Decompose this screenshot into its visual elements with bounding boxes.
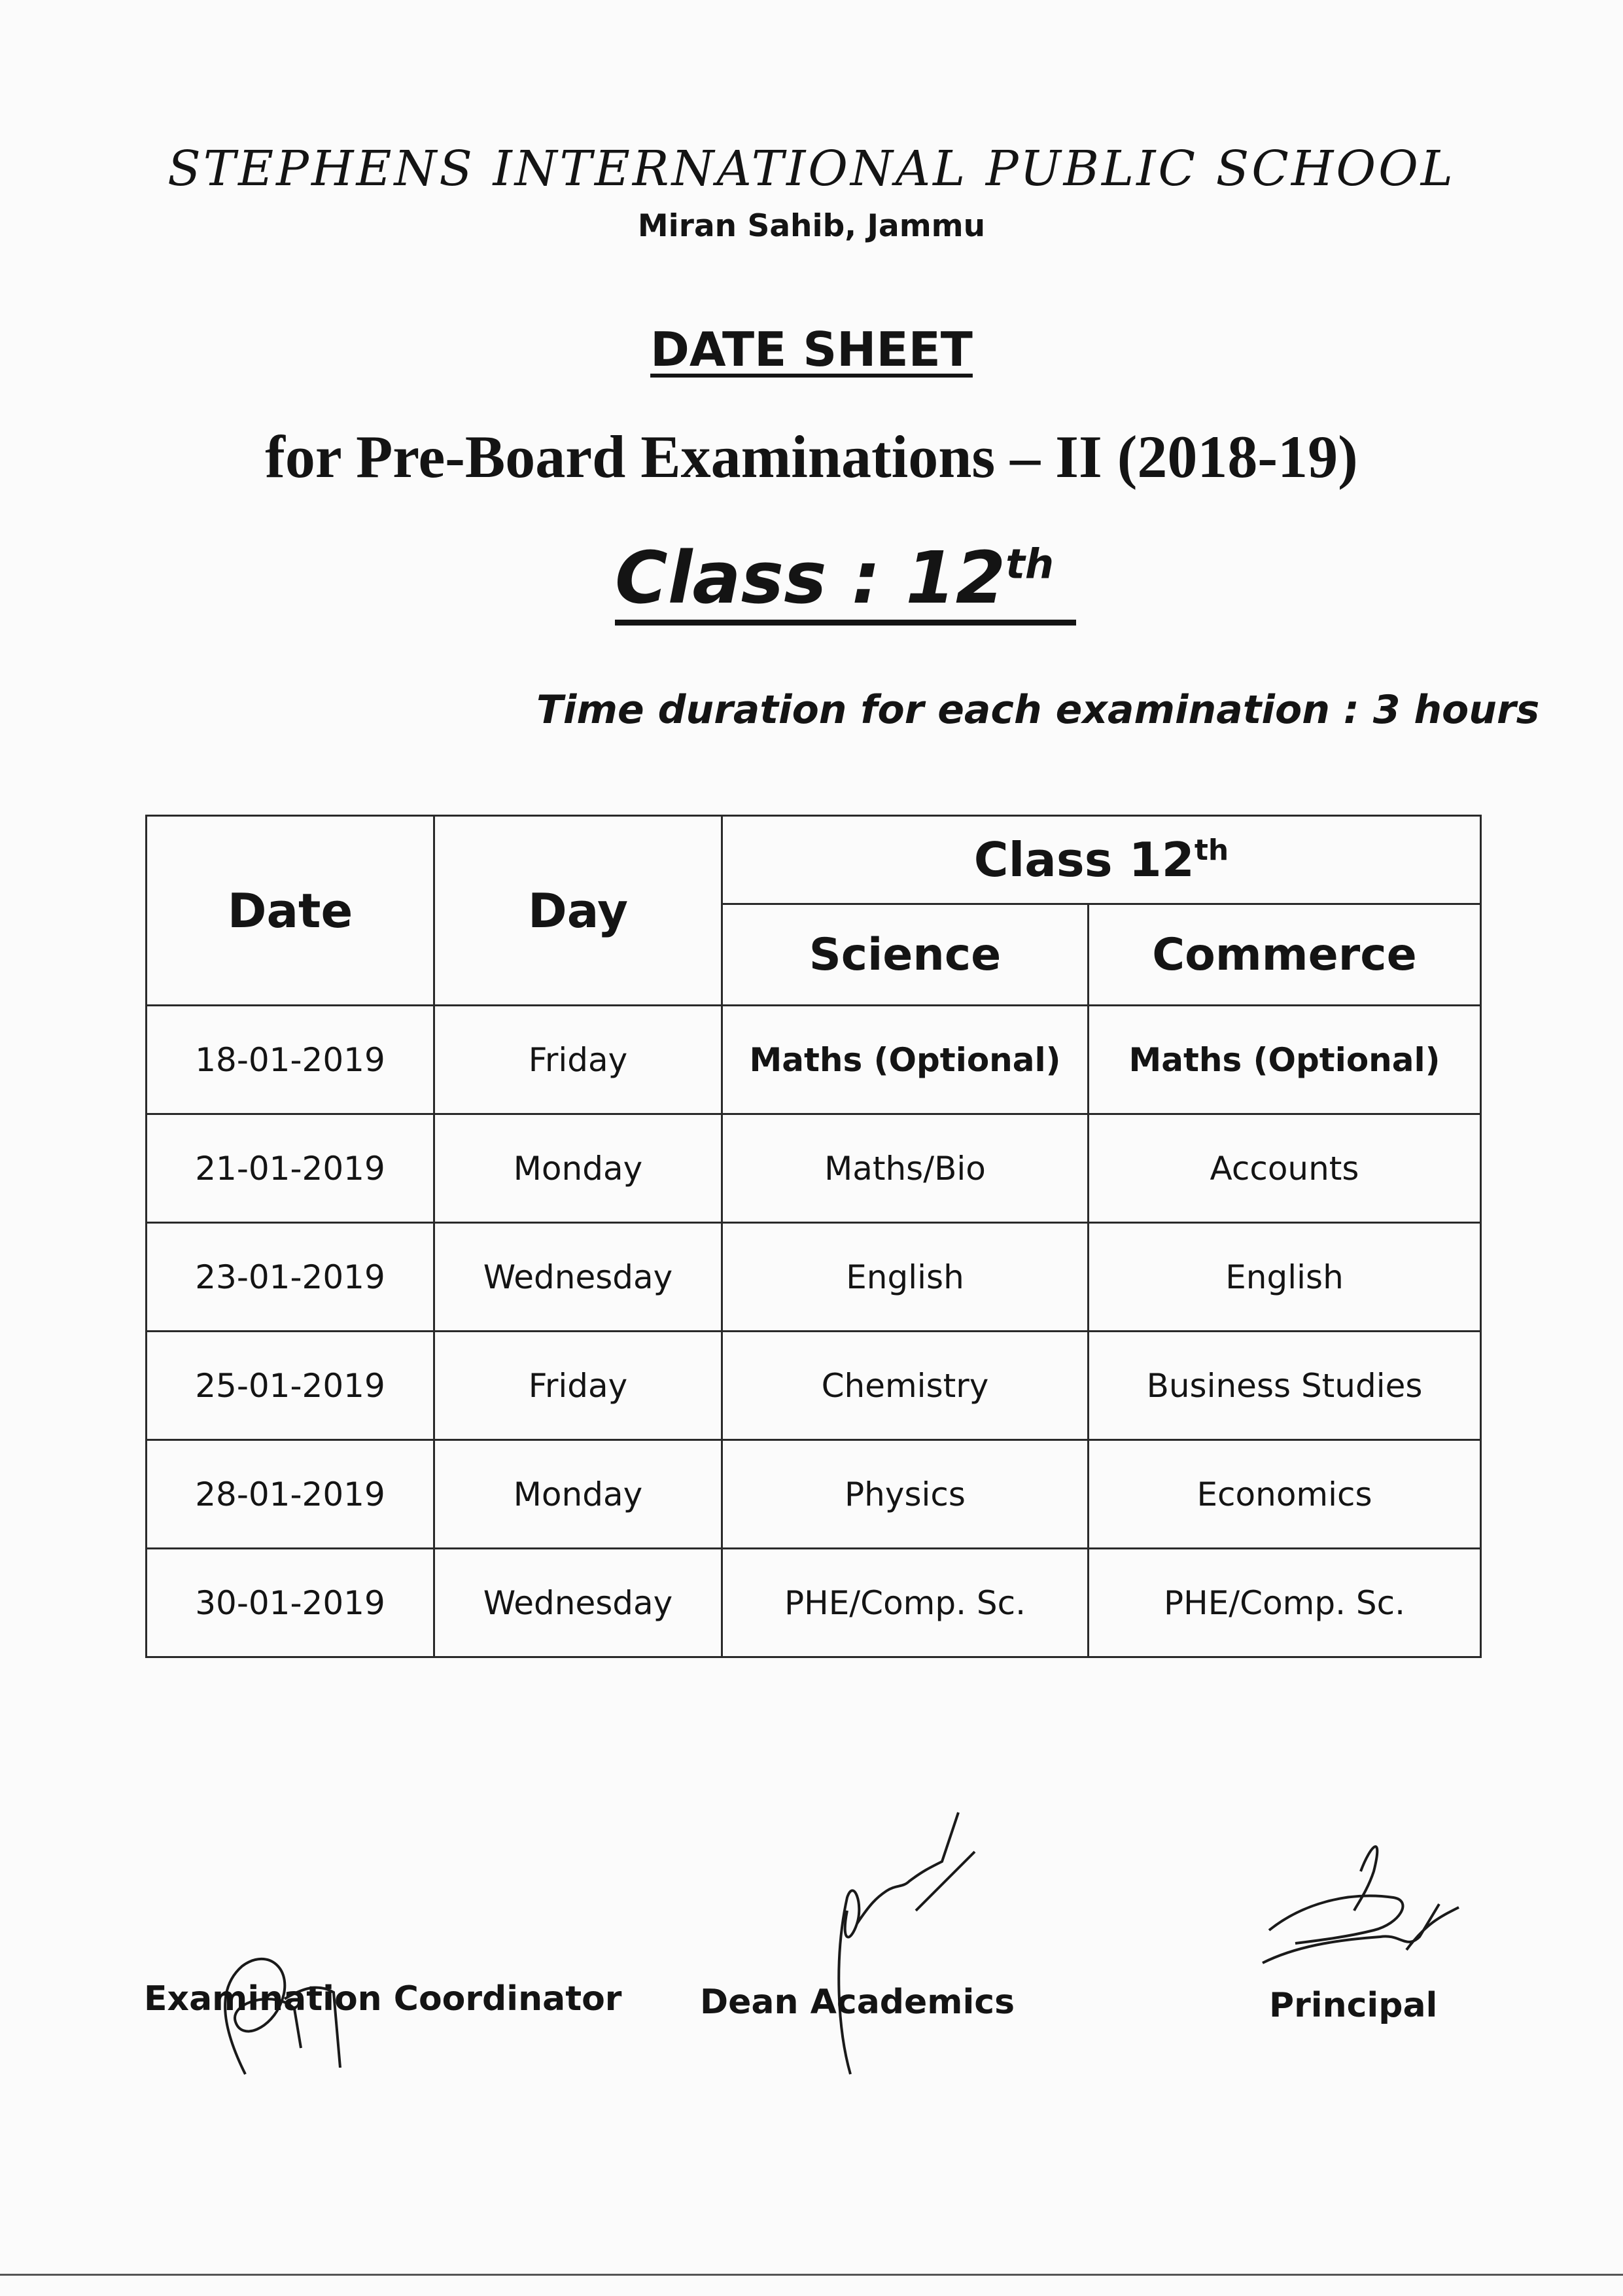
principal-signature-icon [1243, 1793, 1518, 2081]
coordinator-label: Examination Coordinator [144, 1979, 622, 2019]
date-sheet-table [145, 815, 1482, 1658]
cell-commerce: Economics [1089, 1440, 1481, 1549]
cell-date: 23-01-2019 [147, 1223, 434, 1332]
cell-date: 25-01-2019 [147, 1332, 434, 1440]
page-bottom-rule [0, 2274, 1623, 2276]
cell-commerce: PHE/Comp. Sc. [1089, 1549, 1481, 1657]
signature-block-dean [700, 1793, 1040, 2081]
class-suffix: th [1005, 540, 1055, 588]
cell-commerce: Business Studies [1089, 1332, 1481, 1440]
cell-science: English [722, 1223, 1089, 1332]
class-label: Class : 12 [615, 536, 1006, 620]
table-row [147, 1114, 1481, 1223]
header-class-group [722, 816, 1481, 904]
cell-day: Monday [434, 1440, 722, 1549]
document-title-text: DATE SHEET [650, 322, 973, 377]
signature-block-principal [1243, 1793, 1518, 2081]
class-heading [615, 537, 1076, 626]
cell-science: Maths (Optional) [722, 1006, 1089, 1114]
cell-date: 21-01-2019 [147, 1114, 434, 1223]
cell-science: Physics [722, 1440, 1089, 1549]
coordinator-signature-icon [144, 1793, 602, 2081]
cell-commerce: English [1089, 1223, 1481, 1332]
cell-commerce: Maths (Optional) [1089, 1006, 1481, 1114]
cell-day: Wednesday [434, 1549, 722, 1657]
cell-commerce: Accounts [1089, 1114, 1481, 1223]
cell-science: Chemistry [722, 1332, 1089, 1440]
cell-date: 18-01-2019 [147, 1006, 434, 1114]
table-row [147, 1549, 1481, 1657]
cell-science: PHE/Comp. Sc. [722, 1549, 1089, 1657]
cell-science: Maths/Bio [722, 1114, 1089, 1223]
cell-date: 30-01-2019 [147, 1549, 434, 1657]
table-row [147, 1332, 1481, 1440]
signature-block-coordinator [144, 1793, 622, 2081]
principal-label: Principal [1269, 1986, 1438, 2025]
cell-day: Friday [434, 1006, 722, 1114]
exam-title: for Pre-Board Examinations – II (2018-19) [265, 423, 1358, 490]
dean-signature-icon [700, 1793, 1040, 2081]
header-science: Science [722, 904, 1089, 1006]
school-name: STEPHENS INTERNATIONAL PUBLIC SCHOOL [167, 141, 1456, 197]
header-class-suffix: th [1194, 834, 1229, 867]
school-address: Miran Sahib, Jammu [637, 208, 986, 244]
cell-day: Friday [434, 1332, 722, 1440]
document-title [0, 322, 1623, 377]
header-commerce: Commerce [1089, 904, 1481, 1006]
dean-label: Dean Academics [700, 1983, 1015, 2022]
header-class-label: Class 12 [973, 832, 1195, 887]
header-date: Date [147, 816, 434, 1006]
table-row [147, 1440, 1481, 1549]
header-day: Day [434, 816, 722, 1006]
cell-day: Monday [434, 1114, 722, 1223]
cell-date: 28-01-2019 [147, 1440, 434, 1549]
table-row [147, 1006, 1481, 1114]
table-row [147, 1223, 1481, 1332]
cell-day: Wednesday [434, 1223, 722, 1332]
exam-duration: Time duration for each examination : 3 hours [536, 687, 1540, 733]
